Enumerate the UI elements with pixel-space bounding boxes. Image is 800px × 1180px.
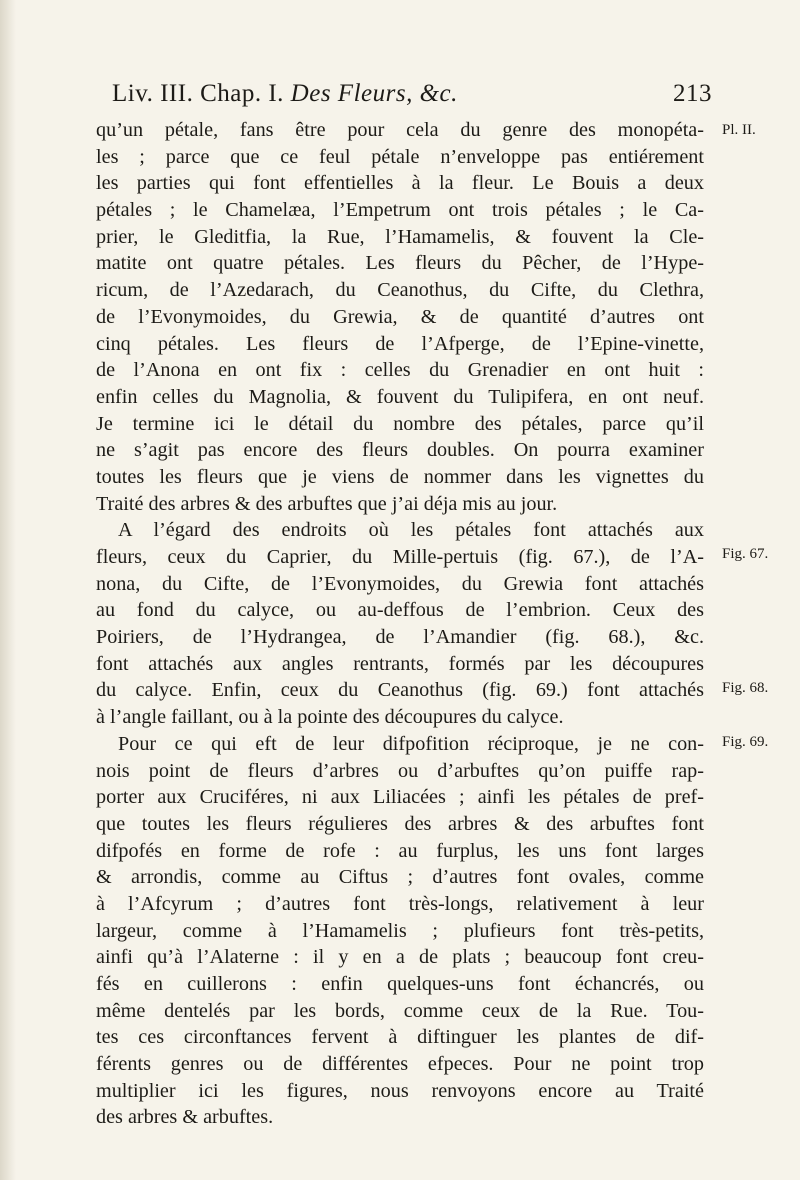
text-line: pétales ; le Chamelæa, l’Empetrum ont trois pétales ; le Ca- <box>96 199 704 222</box>
text-line: prier, le Gleditfia, la Rue, l’Hamamelis, & fouvent la Cle- <box>96 225 704 248</box>
text-line: Poiriers, de l’Hydrangea, de l’Amandier (fig. 68.), &c. <box>96 626 704 649</box>
text-line: qu’un pétale, fans être pour cela du genre des monopéta- <box>96 119 704 141</box>
text-line: difpofés en forme de rofe : au furplus, les uns font larges <box>96 839 704 862</box>
text-line: les ; parce que ce feul pétale n’enveloppe pas entiérement <box>96 145 704 168</box>
text-line: multiplier ici les figures, nous renvoyons encore au Traité <box>96 1079 704 1102</box>
margin-fig-67: Fig. 67. <box>722 546 769 562</box>
text-line: ne s’agit pas encore des fleurs doubles. On pourra examiner <box>96 439 704 462</box>
margin-fig-68: Fig. 68. <box>722 680 769 696</box>
running-header <box>112 80 712 108</box>
header-title: Des Fleurs, &c. <box>290 80 458 107</box>
text-line: fés en cuillerons : enfin quelques-uns font échancrés, ou <box>96 973 704 995</box>
text-line: au fond du calyce, ou au-deffous de l’embrion. Ceux des <box>96 599 704 622</box>
text-line: font attachés aux angles rentrants, formés par les découpures <box>96 652 704 675</box>
text-line: porter aux Cruciféres, ni aux Liliacées ; ainfi les pétales de pref- <box>96 786 704 809</box>
text-line: Traité des arbres & des arbuftes que j’ai déja mis au jour. <box>96 492 558 515</box>
text-line: Je termine ici le détail du nombre des pétales, parce qu’il <box>96 412 704 435</box>
text-line: du calyce. Enfin, ceux du Ceanothus (fig. 69.) font attachés <box>96 679 704 702</box>
text-line: tes ces circonftances fervent à diftinguer les plantes de dif- <box>96 1026 704 1049</box>
text-line: des arbres & arbuftes. <box>96 1106 274 1129</box>
text-line: largeur, comme à l’Hamamelis ; plufieurs font très-petits, <box>96 919 704 942</box>
text-line: ricum, de l’Azedarach, du Ceanothus, du Cifte, du Clethra, <box>96 279 704 302</box>
header-chapter: Liv. III. Chap. I. <box>112 80 284 107</box>
text-line: de l’Anona en ont fix : celles du Grenadier en ont huit : <box>96 359 704 382</box>
text-line: férents genres ou de différentes efpeces. Pour ne point trop <box>96 1053 704 1076</box>
text-line: même dentelés par les bords, comme ceux de la Rue. Tou- <box>96 999 704 1022</box>
body-text <box>96 117 704 1131</box>
text-line: matite ont quatre pétales. Les fleurs du Pêcher, de l’Hype- <box>96 252 704 275</box>
text-line: que toutes les fleurs régulieres des arbres & des arbuftes font <box>96 812 704 835</box>
text-line: & arrondis, comme au Ciftus ; d’autres font ovales, comme <box>96 866 704 889</box>
text-line: ainfi qu’à l’Alaterne : il y en a de plats ; beaucoup font creu- <box>96 946 704 969</box>
text-line: les parties qui font effentielles à la fleur. Le Bouis a deux <box>96 172 704 195</box>
text-line: nois point de fleurs d’arbres ou d’arbuftes qu’on puiffe rap- <box>96 759 704 782</box>
text-line: Pour ce qui eft de leur difpofition réciproque, je ne con- <box>118 732 704 755</box>
text-line: enfin celles du Magnolia, & fouvent du Tulipifera, en ont neuf. <box>96 385 704 408</box>
margin-plate-note: Pl. II. <box>722 122 756 138</box>
text-line: A l’égard des endroits où les pétales font attachés aux <box>118 519 704 542</box>
text-line: nona, du Cifte, de l’Evonymoides, du Grewia font attachés <box>96 572 704 595</box>
text-line: de l’Evonymoides, du Grewia, & de quantité d’autres ont <box>96 305 704 328</box>
page-number: 213 <box>673 80 712 107</box>
margin-fig-69: Fig. 69. <box>722 734 769 750</box>
text-line: à l’Afcyrum ; d’autres font très-longs, relativement à leur <box>96 892 704 915</box>
page-edge <box>0 0 16 1180</box>
text-line: à l’angle faillant, ou à la pointe des découpures du calyce. <box>96 706 564 729</box>
text-line: toutes les fleurs que je viens de nommer dans les vignettes du <box>96 465 704 488</box>
text-line: fleurs, ceux du Caprier, du Mille-pertuis (fig. 67.), de l’A- <box>96 546 704 568</box>
text-line: cinq pétales. Les fleurs de l’Afperge, de l’Epine-vinette, <box>96 332 704 355</box>
